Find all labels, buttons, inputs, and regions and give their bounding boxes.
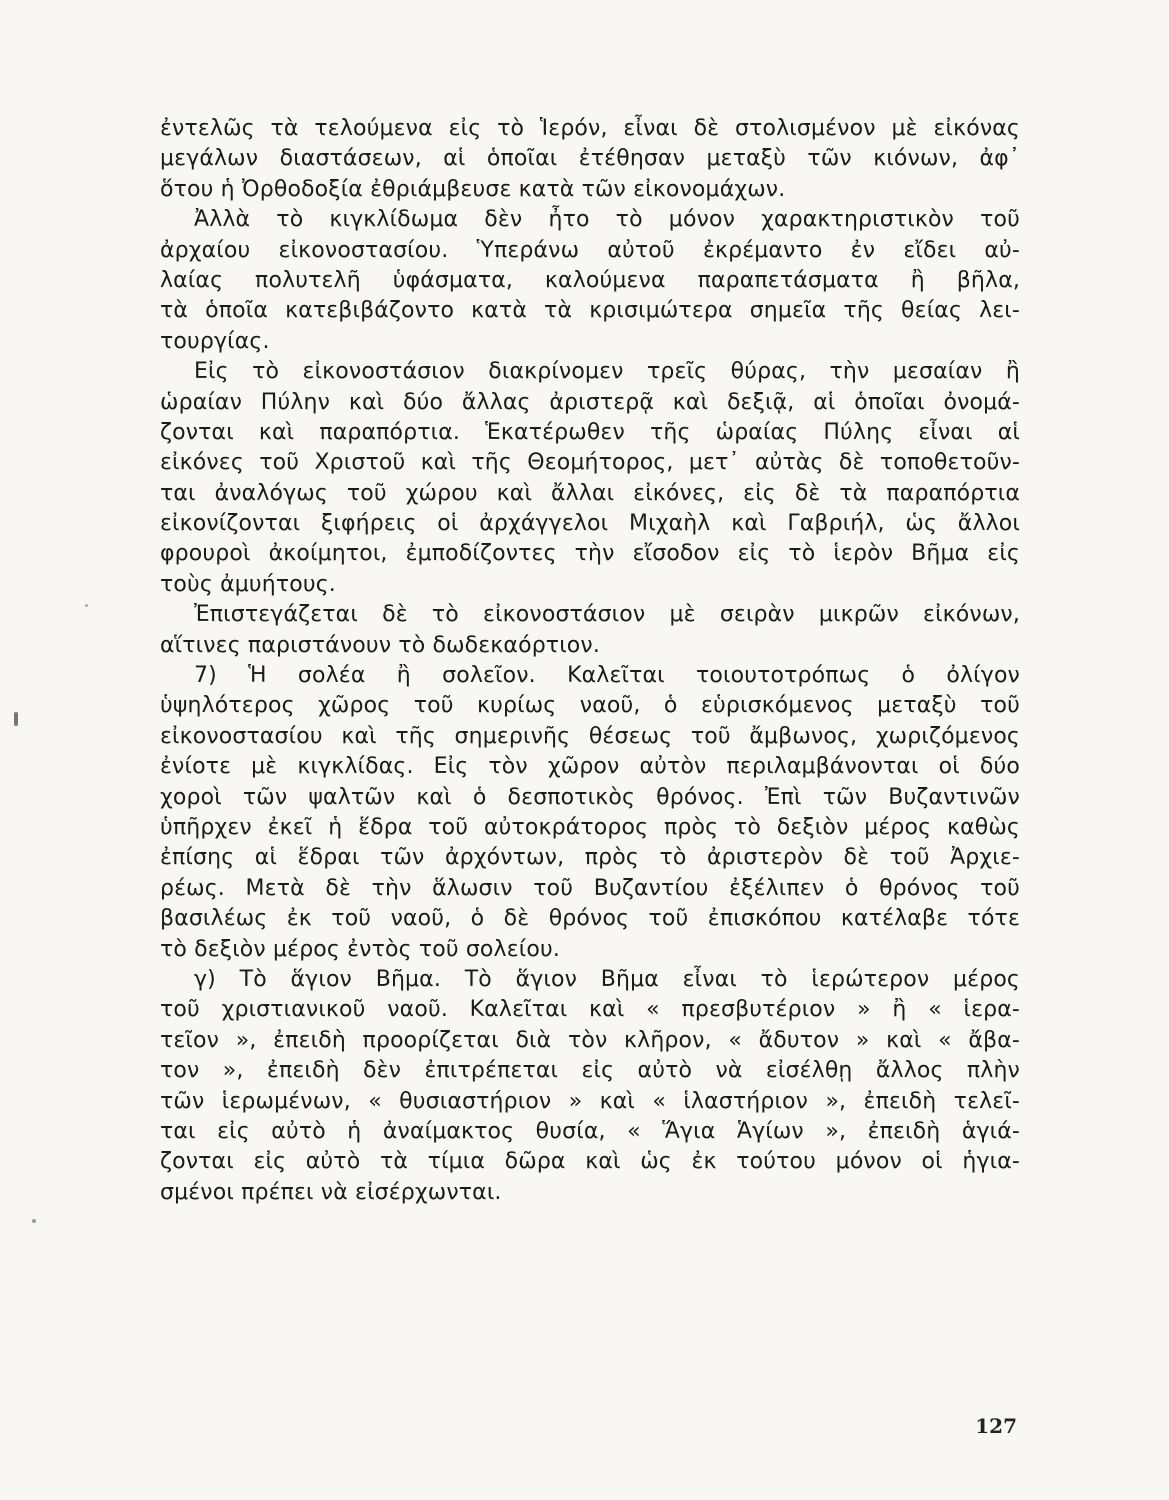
text-line: ζονται εἰς αὐτὸ τὰ τίμια δῶρα καὶ ὡς ἐκ τούτου μόνον οἱ ἡγια- bbox=[160, 1149, 1020, 1175]
text-line: τον », ἐπειδὴ δὲν ἐπιτρέπεται εἰς αὐτὸ νὰ εἰσέλθῃ ἄλλος πλὴν bbox=[160, 1058, 1020, 1084]
text-line: χοροὶ τῶν ψαλτῶν καὶ ὁ δεσποτικὸς θρόνος. Ἐπὶ τῶν Βυζαντινῶν bbox=[160, 784, 1020, 810]
text-line: τουργίας. bbox=[160, 328, 270, 354]
text-line: τὸ δεξιὸν μέρος ἐντὸς τοῦ σολείου. bbox=[160, 936, 560, 962]
print-speck bbox=[85, 604, 88, 607]
text-line: τῶν ἱερωμένων, « θυσιαστήριον » καὶ « ἱλαστήριον », ἐπειδὴ τελεῖ- bbox=[160, 1088, 1020, 1114]
text-line: εἰκονίζονται ξιφήρεις οἱ ἀρχάγγελοι Μιχαὴλ καὶ Γαβριήλ, ὡς ἄλλοι bbox=[160, 511, 1020, 537]
text-line: ὑπῆρχεν ἐκεῖ ἡ ἕδρα τοῦ αὐτοκράτορος πρὸς τὸ δεξιὸν μέρος καθὼς bbox=[160, 814, 1020, 840]
text-line: λαίας πολυτελῆ ὑφάσματα, καλούμενα παραπετάσματα ἢ βῆλα, bbox=[160, 267, 1020, 293]
text-line: ὑψηλότερος χῶρος τοῦ κυρίως ναοῦ, ὁ εὑρισκόμενος μεταξὺ τοῦ bbox=[160, 693, 1020, 719]
text-line: Εἰς τὸ εἰκονοστάσιον διακρίνομεν τρεῖς θύρας, τὴν μεσαίαν ἢ bbox=[194, 359, 1020, 385]
text-line: ἐπίσης αἱ ἕδραι τῶν ἀρχόντων, πρὸς τὸ ἀριστερὸν δὲ τοῦ Ἀρχιε- bbox=[160, 845, 1020, 871]
text-line: ἐντελῶς τὰ τελούμενα εἰς τὸ Ἱερόν, εἶναι δὲ στολισμένον μὲ εἰκόνας bbox=[160, 116, 1020, 141]
text-line: φρουροὶ ἀκοίμητοι, ἐμποδίζοντες τὴν εἴσοδον εἰς τὸ ἱερὸν Βῆμα εἰς bbox=[160, 541, 1020, 567]
text-line: τεῖον », ἐπειδὴ προορίζεται διὰ τὸν κλῆρον, « ἄδυτον » καὶ « ἄβα- bbox=[160, 1027, 1020, 1053]
text-line: βασιλέως ἐκ τοῦ ναοῦ, ὁ δὲ θρόνος τοῦ ἐπισκόπου κατέλαβε τότε bbox=[160, 906, 1020, 932]
text-line: τοὺς ἀμυήτους. bbox=[160, 571, 336, 597]
page-number: 127 bbox=[975, 1414, 1017, 1438]
print-speck bbox=[32, 1219, 36, 1223]
text-line: ται ἀναλόγως τοῦ χώρου καὶ ἄλλαι εἰκόνες, εἰς δὲ τὰ παραπόρτια bbox=[160, 480, 1020, 506]
text-line: Ἐπιστεγάζεται δὲ τὸ εἰκονοστάσιον μὲ σειρὰν μικρῶν εἰκόνων, bbox=[194, 602, 1020, 628]
text-line: μεγάλων διαστάσεων, αἱ ὁποῖαι ἐτέθησαν μεταξὺ τῶν κιόνων, ἀφ᾽ bbox=[160, 146, 1020, 172]
text-line: ἐνίοτε μὲ κιγκλίδας. Εἰς τὸν χῶρον αὐτὸν περιλαμβάνονται οἱ δύο bbox=[160, 754, 1020, 780]
text-line: ἀρχαίου εἰκονοστασίου. Ὑπεράνω αὐτοῦ ἐκρέμαντο ἐν εἴδει αὐ- bbox=[160, 237, 1020, 263]
section-heading-solea: 7) Ἡ σολέα ἢ σολεῖον. Καλεῖται τοιουτοτρόπως ὁ ὀλίγον bbox=[194, 663, 1020, 689]
text-line: ται εἰς αὐτὸ ἡ ἀναίμακτος θυσία, « Ἅγια Ἁγίων », ἐπειδὴ ἁγιά- bbox=[160, 1118, 1020, 1144]
text-line: τοῦ χριστιανικοῦ ναοῦ. Καλεῖται καὶ « πρεσβυτέριον » ἢ « ἱερα- bbox=[160, 997, 1020, 1023]
text-line: ὅτου ἡ Ὀρθοδοξία ἐθριάμβευσε κατὰ τῶν εἰκονομάχων. bbox=[160, 176, 786, 202]
text-line: Ἀλλὰ τὸ κιγκλίδωμα δὲν ἦτο τὸ μόνον χαρακτηριστικὸν τοῦ bbox=[194, 207, 1020, 233]
text-line: εἰκόνες τοῦ Χριστοῦ καὶ τῆς Θεομήτορος, μετ᾽ αὐτὰς δὲ τοποθετοῦν- bbox=[160, 450, 1020, 476]
text-line: σμένοι πρέπει νὰ εἰσέρχωνται. bbox=[160, 1179, 502, 1205]
text-line: ὡραίαν Πύλην καὶ δύο ἄλλας ἀριστερᾷ καὶ δεξιᾷ, αἱ ὁποῖαι ὀνομά- bbox=[160, 389, 1020, 415]
text-line: εἰκονοστασίου καὶ τῆς σημερινῆς θέσεως τοῦ ἄμβωνος, χωριζόμενος bbox=[160, 723, 1020, 749]
section-heading-bema: γ) Τὸ ἅγιον Βῆμα. Τὸ ἅγιον Βῆμα εἶναι τὸ ἱερώτερον μέρος bbox=[194, 966, 1020, 992]
text-line: ρέως. Μετὰ δὲ τὴν ἅλωσιν τοῦ Βυζαντίου ἐξέλιπεν ὁ θρόνος τοῦ bbox=[160, 875, 1020, 901]
body-text bbox=[160, 114, 1020, 1208]
text-line: τὰ ὁποῖα κατεβιβάζοντο κατὰ τὰ κρισιμώτερα σημεῖα τῆς θείας λει- bbox=[160, 298, 1020, 324]
text-line: ζονται καὶ παραπόρτια. Ἑκατέρωθεν τῆς ὡραίας Πύλης εἶναι αἱ bbox=[160, 419, 1020, 445]
text-line: αἵτινες παριστάνουν τὸ δωδεκαόρτιον. bbox=[160, 632, 600, 658]
print-speck bbox=[14, 712, 18, 726]
